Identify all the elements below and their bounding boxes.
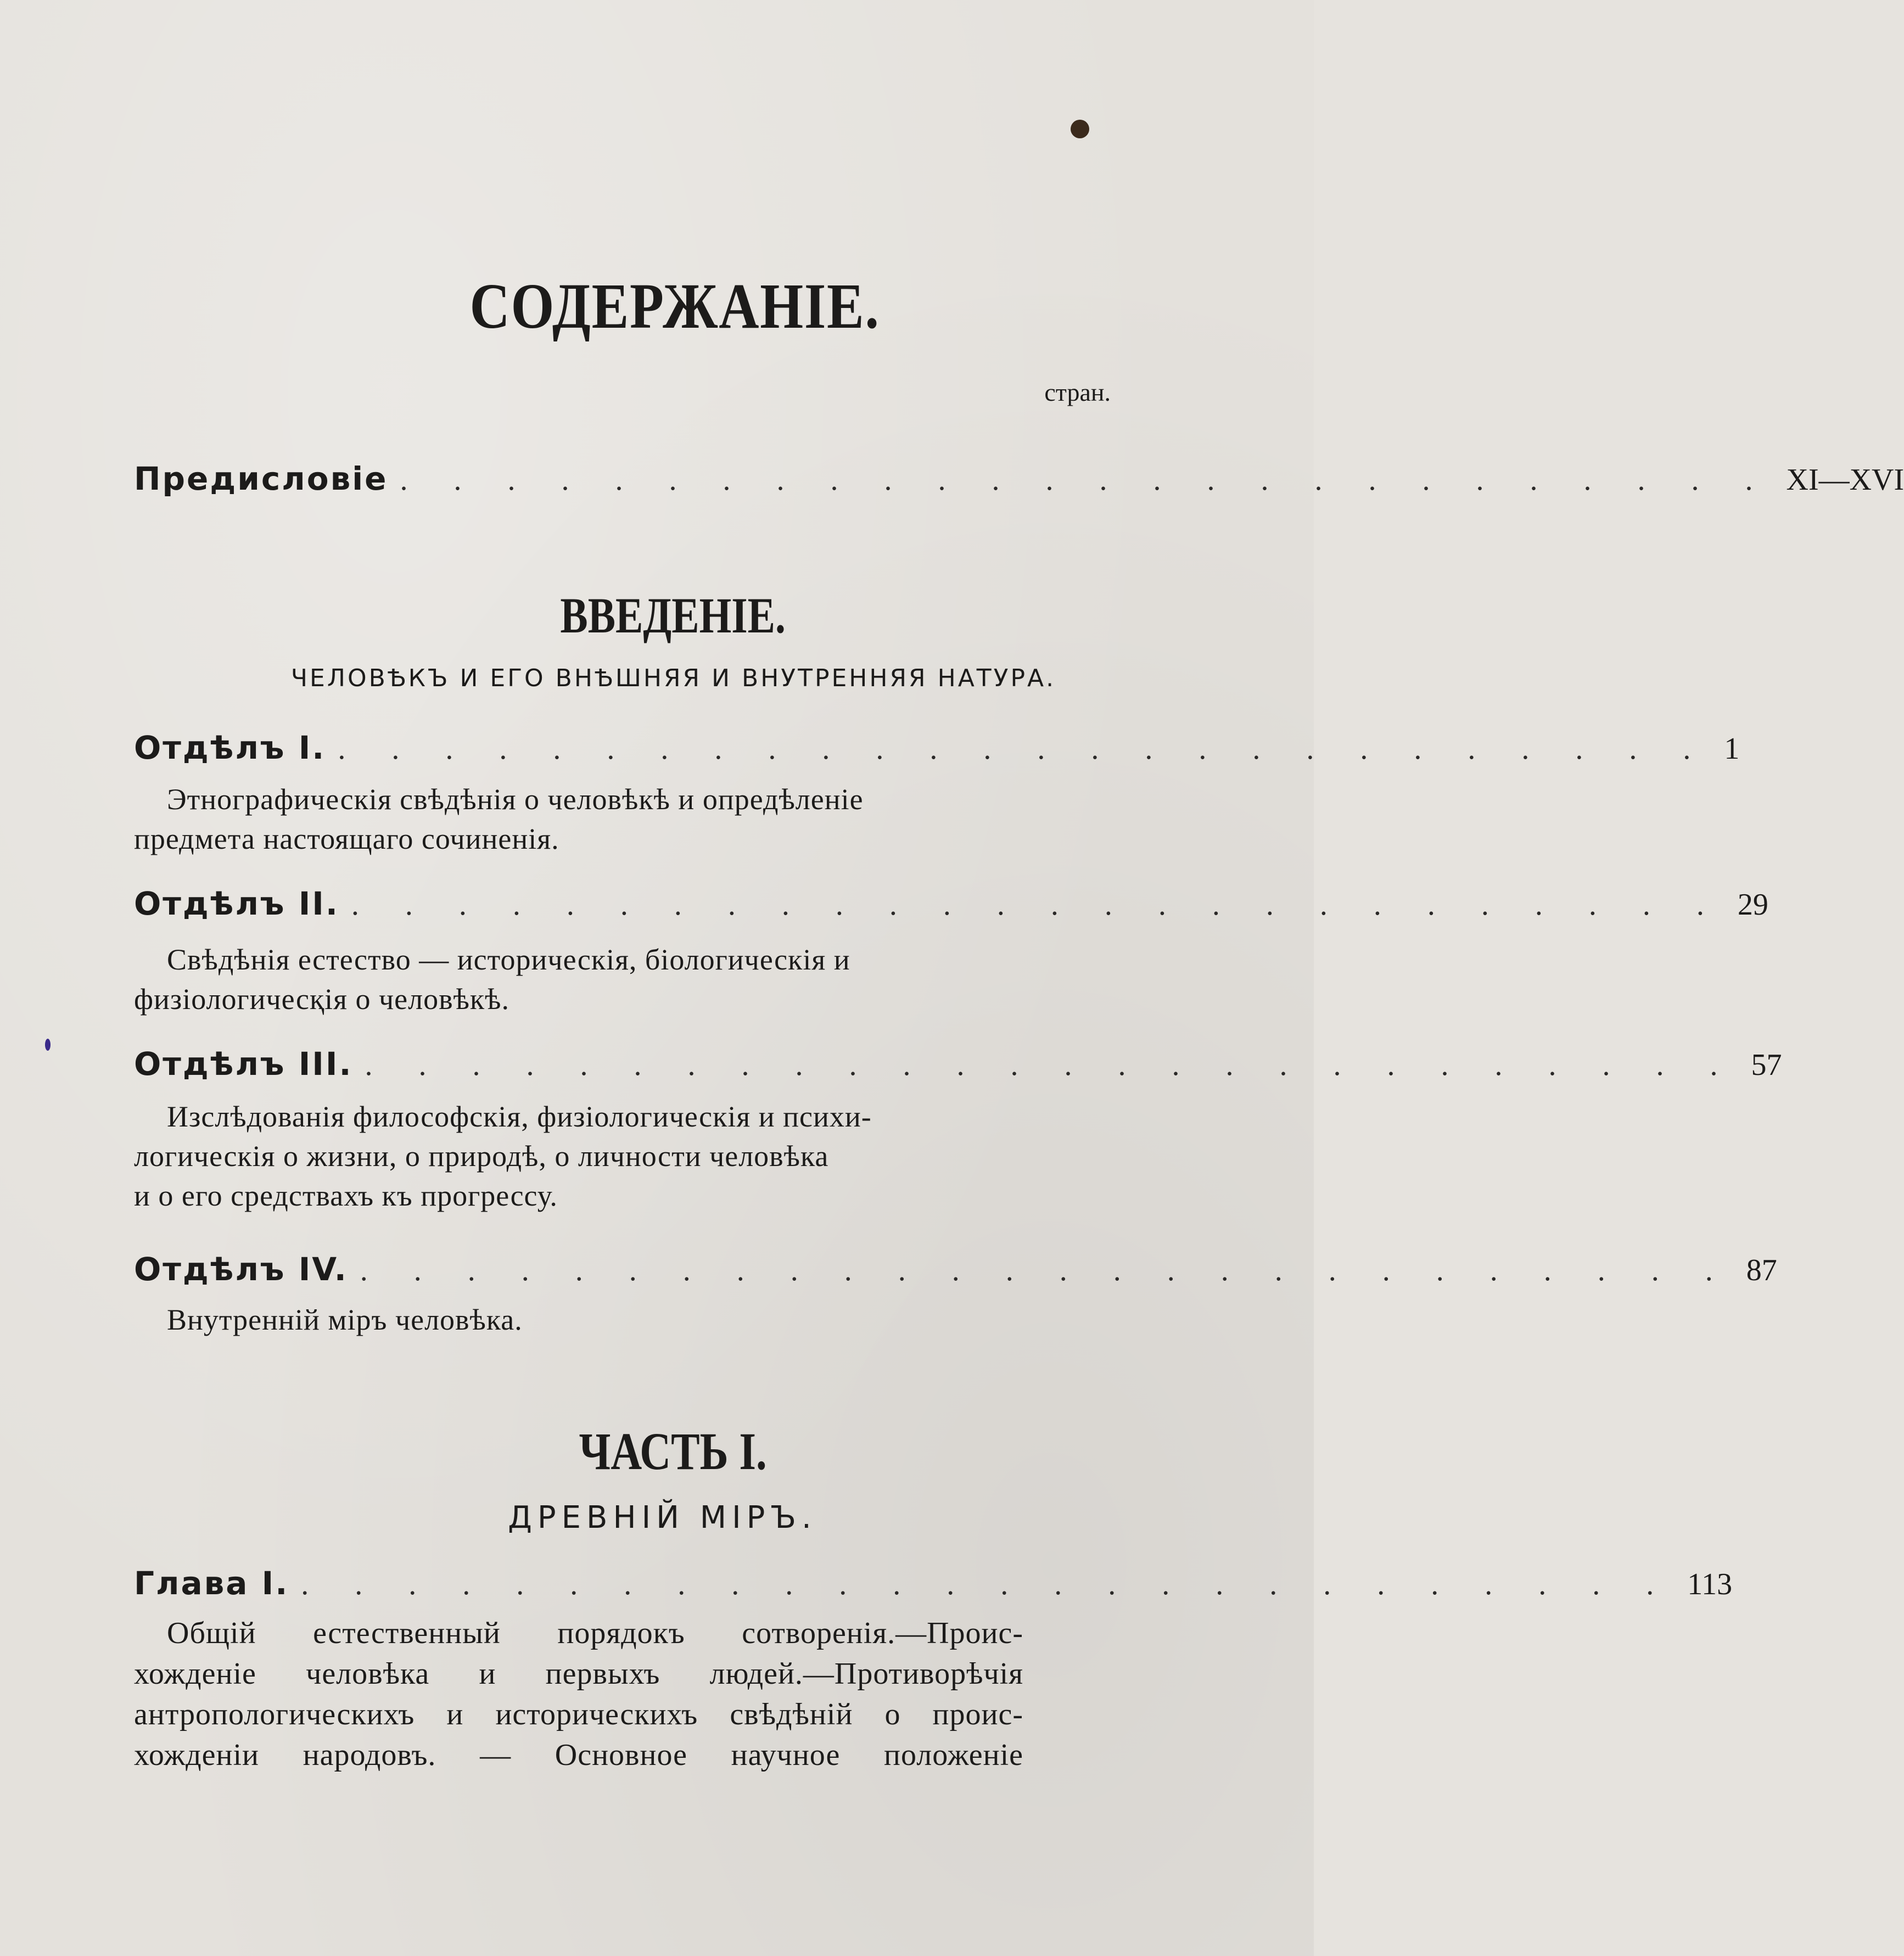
toc-row-preface [134,460,1904,497]
description-line: Свѣдѣнія естество — историческія, біологическія и [167,943,850,976]
description-line: Внутренній міръ человѣка. [167,1303,523,1336]
page-title: СОДЕРЖАНІЕ. [469,270,880,342]
toc-entry-label: Отдѣлъ III. [134,1045,353,1083]
toc-entry-description [134,780,1023,859]
description-line: хожденіе человѣка и первыхъ людей.—Противорѣчія [134,1657,1023,1691]
toc-entry-page: 57 [1751,1048,1782,1082]
leader-dots: . . . . . . . . . . . . . . . . . . . . . . . . . . [351,888,1723,922]
toc-entry-label: Отдѣлъ I. [134,729,326,766]
toc-entry-description [134,940,1023,1019]
description-line: хожденіи народовъ. — Основное научное положеніе [134,1738,1023,1772]
toc-row-section-3 [134,1045,1782,1083]
ink-spot [1071,120,1089,138]
description-line: логическія о жизни, о природѣ, о личности человѣка [134,1140,829,1173]
toc-entry-page: 87 [1746,1253,1777,1287]
section-heading-intro: ВВЕДЕНІЕ. [560,587,786,643]
toc-row-chapter-1 [134,1565,1733,1602]
toc-entry-page: 1 [1724,732,1740,766]
toc-entry-page: 29 [1737,888,1768,922]
section-heading-part1: ЧАСТЬ I. [579,1422,767,1481]
leader-dots: . . . . . . . . . . . . . . . . . . . . . . . . . . [360,1253,1732,1287]
description-line: предмета настоящаго сочиненія. [134,822,559,855]
toc-entry-label: Отдѣлъ II. [134,885,339,922]
leader-dots: . . . . . . . . . . . . . . . . . . . . . . . . . . [301,1567,1673,1601]
toc-entry-pages: XI—XVI [1786,463,1904,497]
toc-entry-label: Глава I. [134,1565,289,1602]
ink-spot [45,1039,51,1051]
pages-column-caption: стран. [1044,378,1111,406]
leader-dots: . . . . . . . . . . . . . . . . . . . . . . . . . . [365,1048,1737,1082]
description-line: Общій естественный порядокъ сотворенія.—Проис- [167,1616,1023,1650]
description-line: и о его средствахъ къ прогрессу. [134,1179,558,1212]
toc-entry-label: Предисловіе [134,460,388,497]
toc-entry-page: 113 [1687,1567,1733,1601]
section-subheading-part1: ДРЕВНІЙ МІРЪ. [508,1500,817,1535]
toc-row-section-1 [134,729,1740,766]
description-line: Изслѣдованія философскія, физіологическія и психи- [167,1100,872,1133]
toc-row-section-4 [134,1251,1777,1288]
toc-entry-label: Отдѣлъ IV. [134,1251,348,1288]
leader-dots: . . . . . . . . . . . . . . . . . . . . . . . . . . [400,463,1772,497]
toc-entry-description [134,1613,1023,1775]
description-line: антропологическихъ и историческихъ свѣдѣній о проис- [134,1697,1023,1731]
description-line: Этнографическія свѣдѣнія о человѣкѣ и опредѣленіе [167,783,864,816]
toc-entry-description [134,1097,1023,1215]
toc-entry-description [134,1300,1023,1340]
section-subheading-intro: ЧЕЛОВѢКЪ И ЕГО ВНѢШНЯЯ И ВНУТРЕННЯЯ НАТУРА. [290,664,1056,692]
description-line: физіологичесқія о человѣкѣ. [134,983,509,1016]
toc-row-section-2 [134,885,1768,922]
leader-dots: . . . . . . . . . . . . . . . . . . . . . . . . . . [338,732,1710,766]
